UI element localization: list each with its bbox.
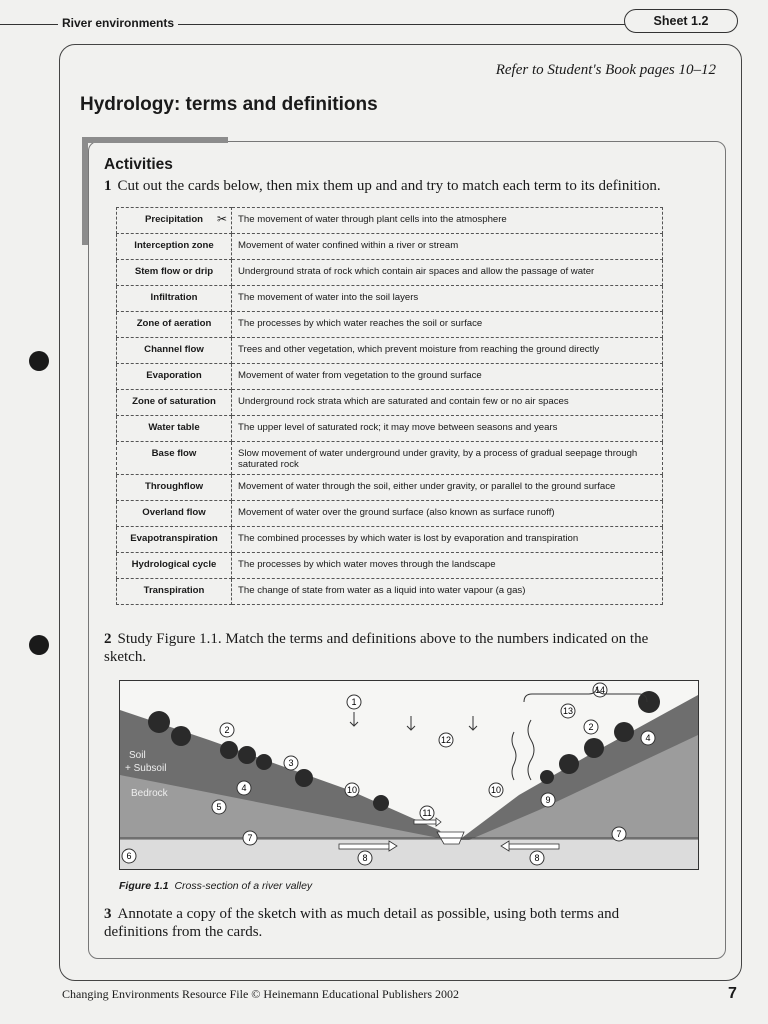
- card-row: [117, 442, 663, 475]
- figure-caption: [119, 880, 312, 892]
- card-definition: The movement of water into the soil layers: [232, 286, 663, 312]
- marker-4: [237, 781, 251, 795]
- card-row: [117, 208, 663, 234]
- figure-caption-text: Cross-section of a river valley: [174, 880, 313, 892]
- card-row: [117, 579, 663, 605]
- card-definition: Movement of water from vegetation to the ground surface: [232, 364, 663, 390]
- marker-1: [347, 695, 361, 709]
- card-row: [117, 527, 663, 553]
- card-row: [117, 416, 663, 442]
- card-term: Stem flow or drip: [117, 260, 232, 286]
- svg-text:12: 12: [440, 735, 452, 745]
- figure-caption-label: Figure 1.1: [119, 880, 169, 892]
- card-term: Overland flow: [117, 501, 232, 527]
- card-row: [117, 364, 663, 390]
- chapter-title: River environments: [58, 16, 178, 30]
- binder-hole: [29, 635, 49, 655]
- question-2-text: Study Figure 1.1. Match the terms and definitions above to the numbers indicated on the sketch.: [104, 631, 649, 665]
- activities-heading: Activities: [104, 156, 173, 173]
- svg-text:11: 11: [422, 808, 432, 818]
- card-term: Water table: [117, 416, 232, 442]
- question-3-number: 3: [104, 906, 112, 922]
- svg-text:3: 3: [288, 758, 294, 768]
- question-1-number: 1: [104, 178, 112, 194]
- card-term: Evaporation: [117, 364, 232, 390]
- card-definition: Slow movement of water underground under gravity, by a process of gradual seepage through saturated rock: [232, 442, 663, 475]
- marker-3: [284, 756, 298, 770]
- activities-side-decoration: [82, 137, 88, 245]
- question-2: [104, 630, 684, 666]
- question-1: [104, 178, 661, 195]
- card-row: [117, 338, 663, 364]
- svg-text:8: 8: [362, 853, 368, 863]
- activities-tab-decoration: [82, 137, 228, 143]
- marker-10-right: [489, 783, 503, 797]
- card-row: [117, 286, 663, 312]
- svg-text:4: 4: [241, 783, 247, 793]
- card-row: [117, 260, 663, 286]
- svg-text:6: 6: [126, 851, 132, 861]
- svg-text:9: 9: [545, 795, 551, 805]
- card-term: Precipitation: [117, 208, 232, 234]
- card-row: [117, 501, 663, 527]
- marker-4-right: [641, 731, 655, 745]
- svg-text:10: 10: [346, 785, 358, 795]
- card-definition: Movement of water confined within a river or stream: [232, 234, 663, 260]
- marker-8-right: [530, 851, 544, 865]
- svg-text:4: 4: [645, 733, 651, 743]
- marker-5: [212, 800, 226, 814]
- card-row: [117, 234, 663, 260]
- card-definition: The combined processes by which water is lost by evaporation and transpiration: [232, 527, 663, 553]
- question-3-text: Annotate a copy of the sketch with as much detail as possible, using both terms and definitions from the cards.: [104, 906, 620, 940]
- marker-13: [561, 704, 575, 718]
- page-number: 7: [728, 985, 737, 1002]
- card-term: Channel flow: [117, 338, 232, 364]
- marker-6: [122, 849, 136, 863]
- card-term: Infiltration: [117, 286, 232, 312]
- svg-text:2: 2: [588, 722, 594, 732]
- card-definition: Underground rock strata which are saturated and contain few or no air spaces: [232, 390, 663, 416]
- card-term: Base flow: [117, 442, 232, 475]
- card-definition: The movement of water through plant cells into the atmosphere: [232, 208, 663, 234]
- svg-text:8: 8: [534, 853, 540, 863]
- card-definition: The processes by which water moves through the landscape: [232, 553, 663, 579]
- svg-text:1: 1: [351, 697, 357, 707]
- river-valley-sketch: [119, 680, 699, 870]
- footer-copyright: Changing Environments Resource File © Heinemann Educational Publishers 2002: [62, 987, 460, 1001]
- svg-text:14: 14: [594, 685, 606, 695]
- card-term: Interception zone: [117, 234, 232, 260]
- question-1-text: Cut out the cards below, then mix them up and and try to match each term to its definition.: [117, 178, 661, 194]
- book-reference: Refer to Student's Book pages 10–12: [495, 62, 716, 78]
- card-row: [117, 312, 663, 338]
- card-definition: Underground strata of rock which contain air spaces and allow the passage of water: [232, 260, 663, 286]
- sheet-label: Sheet 1.2: [624, 9, 738, 33]
- question-2-number: 2: [104, 631, 112, 647]
- svg-text:7: 7: [247, 833, 253, 843]
- card-term: Transpiration: [117, 579, 232, 605]
- svg-text:13: 13: [562, 706, 574, 716]
- marker-2: [220, 723, 234, 737]
- card-definition: Trees and other vegetation, which prevent moisture from reaching the ground directly: [232, 338, 663, 364]
- marker-8: [358, 851, 372, 865]
- card-definition: The change of state from water as a liquid into water vapour (a gas): [232, 579, 663, 605]
- marker-14: [593, 683, 607, 697]
- label-soil: Soil: [129, 750, 146, 761]
- card-definition: The processes by which water reaches the soil or surface: [232, 312, 663, 338]
- card-term: Zone of saturation: [117, 390, 232, 416]
- marker-11: [420, 806, 434, 820]
- zone-of-saturation: [120, 838, 698, 869]
- figure-river-valley: [119, 680, 699, 870]
- card-term: Hydrological cycle: [117, 553, 232, 579]
- card-row: [117, 390, 663, 416]
- svg-text:5: 5: [216, 802, 222, 812]
- svg-text:10: 10: [490, 785, 502, 795]
- cards-table: [116, 207, 663, 605]
- question-3: [104, 905, 684, 941]
- page-title: Hydrology: terms and definitions: [80, 94, 378, 115]
- card-term: Zone of aeration: [117, 312, 232, 338]
- card-term: Throughflow: [117, 475, 232, 501]
- card-definition: The upper level of saturated rock; it may move between seasons and years: [232, 416, 663, 442]
- marker-12: [439, 733, 453, 747]
- marker-2-right: [584, 720, 598, 734]
- card-definition: Movement of water over the ground surface (also known as surface runoff): [232, 501, 663, 527]
- card-row: [117, 475, 663, 501]
- marker-7: [243, 831, 257, 845]
- card-term: Evapotranspiration: [117, 527, 232, 553]
- label-subsoil: + Subsoil: [125, 763, 167, 774]
- card-definition: Movement of water through the soil, either under gravity, or parallel to the ground surface: [232, 475, 663, 501]
- svg-text:7: 7: [616, 829, 622, 839]
- binder-hole: [29, 351, 49, 371]
- svg-text:2: 2: [224, 725, 230, 735]
- marker-10: [345, 783, 359, 797]
- marker-7-right: [612, 827, 626, 841]
- card-row: [117, 553, 663, 579]
- label-bedrock: Bedrock: [131, 788, 168, 799]
- scissors-icon: ✂: [217, 212, 228, 226]
- marker-9: [541, 793, 555, 807]
